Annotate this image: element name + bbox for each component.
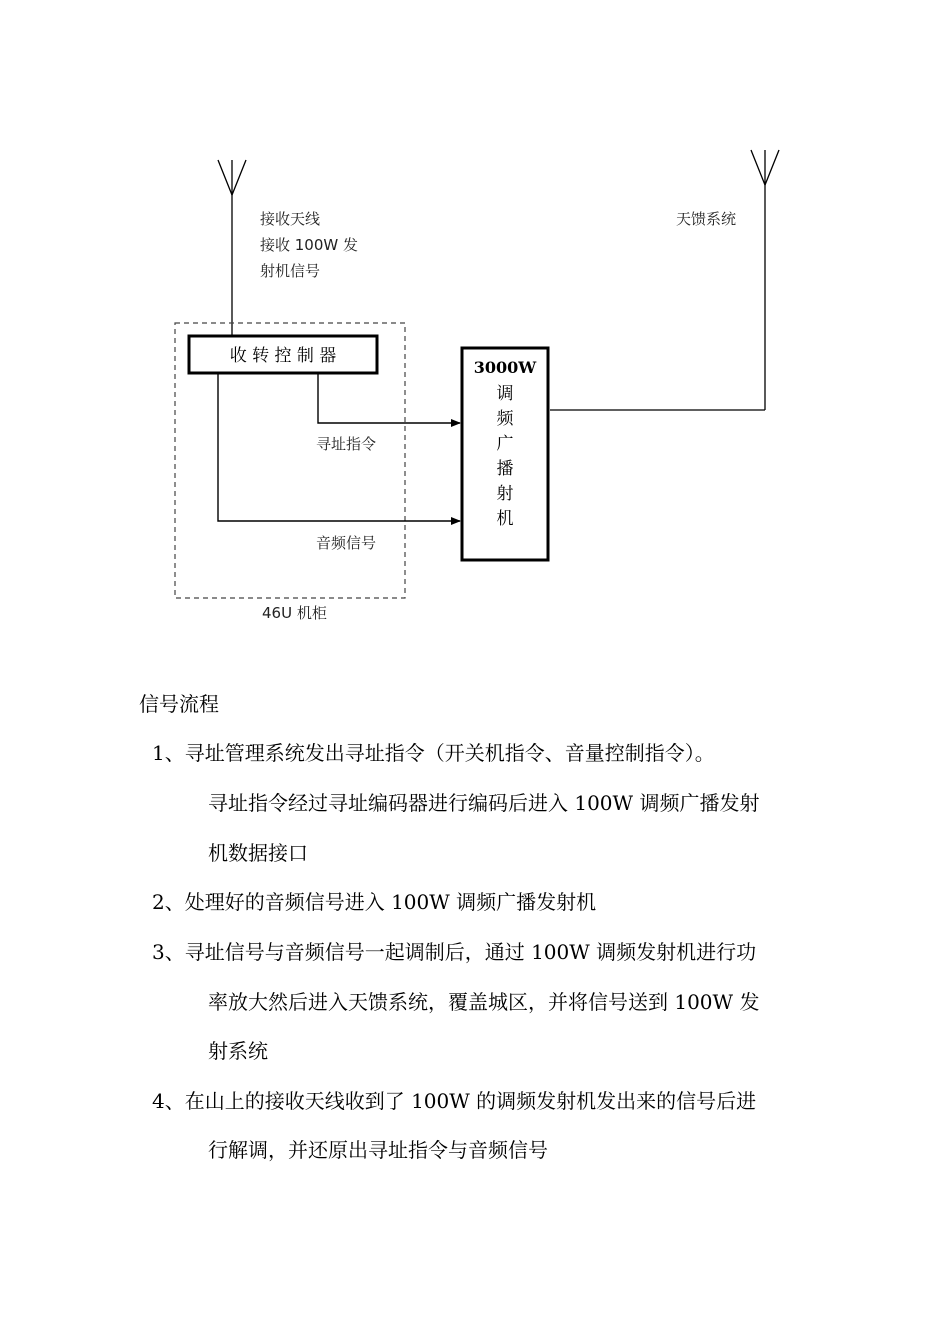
transmitter-char-6: 机 bbox=[496, 509, 514, 529]
transmitter-char-3: 广 bbox=[496, 434, 514, 454]
receive-antenna-label-1: 接收天线 bbox=[260, 210, 321, 228]
flow-line-5: 3、寻址信号与音频信号一起调制后，通过 100W 调频发射机进行功 bbox=[152, 940, 757, 964]
address-command-label: 寻址指令 bbox=[316, 435, 377, 453]
address-command-arrow bbox=[318, 373, 460, 423]
transmitter-char-1: 调 bbox=[496, 384, 514, 404]
receive-antenna-label-3: 射机信号 bbox=[260, 262, 321, 280]
transmitter-char-2: 频 bbox=[496, 409, 514, 429]
flow-line-8: 4、在山上的接收天线收到了 100W 的调频发射机发出来的信号后进 bbox=[152, 1089, 757, 1113]
cabinet-label: 46U 机柜 bbox=[262, 604, 327, 622]
receive-antenna-label-2: 接收 100W 发 bbox=[260, 236, 358, 254]
flow-line-3: 机数据接口 bbox=[208, 841, 308, 865]
transmitter-char-4: 播 bbox=[496, 459, 514, 479]
flow-line-6: 率放大然后进入天馈系统，覆盖城区，并将信号送到 100W 发 bbox=[208, 990, 760, 1014]
flow-line-4: 2、处理好的音频信号进入 100W 调频广播发射机 bbox=[152, 890, 597, 914]
feeder-antenna-icon bbox=[550, 150, 779, 410]
flow-title: 信号流程 bbox=[139, 692, 219, 716]
flow-line-9: 行解调，并还原出寻址指令与音频信号 bbox=[208, 1138, 548, 1162]
flow-line-7: 射系统 bbox=[208, 1039, 268, 1063]
flow-line-2: 寻址指令经过寻址编码器进行编码后进入 100W 调频广播发射 bbox=[208, 791, 760, 815]
signal-flow-diagram bbox=[0, 0, 950, 640]
audio-signal-label: 音频信号 bbox=[316, 534, 377, 552]
flow-line-1: 1、寻址管理系统发出寻址指令（开关机指令、音量控制指令）。 bbox=[152, 741, 715, 765]
controller-label: 收 转 控 制 器 bbox=[229, 346, 337, 366]
transmitter-char-5: 射 bbox=[496, 484, 514, 504]
transmitter-power-label: 3000W bbox=[473, 358, 537, 377]
receive-antenna-icon bbox=[218, 160, 246, 336]
feeder-system-label: 天馈系统 bbox=[676, 210, 737, 228]
